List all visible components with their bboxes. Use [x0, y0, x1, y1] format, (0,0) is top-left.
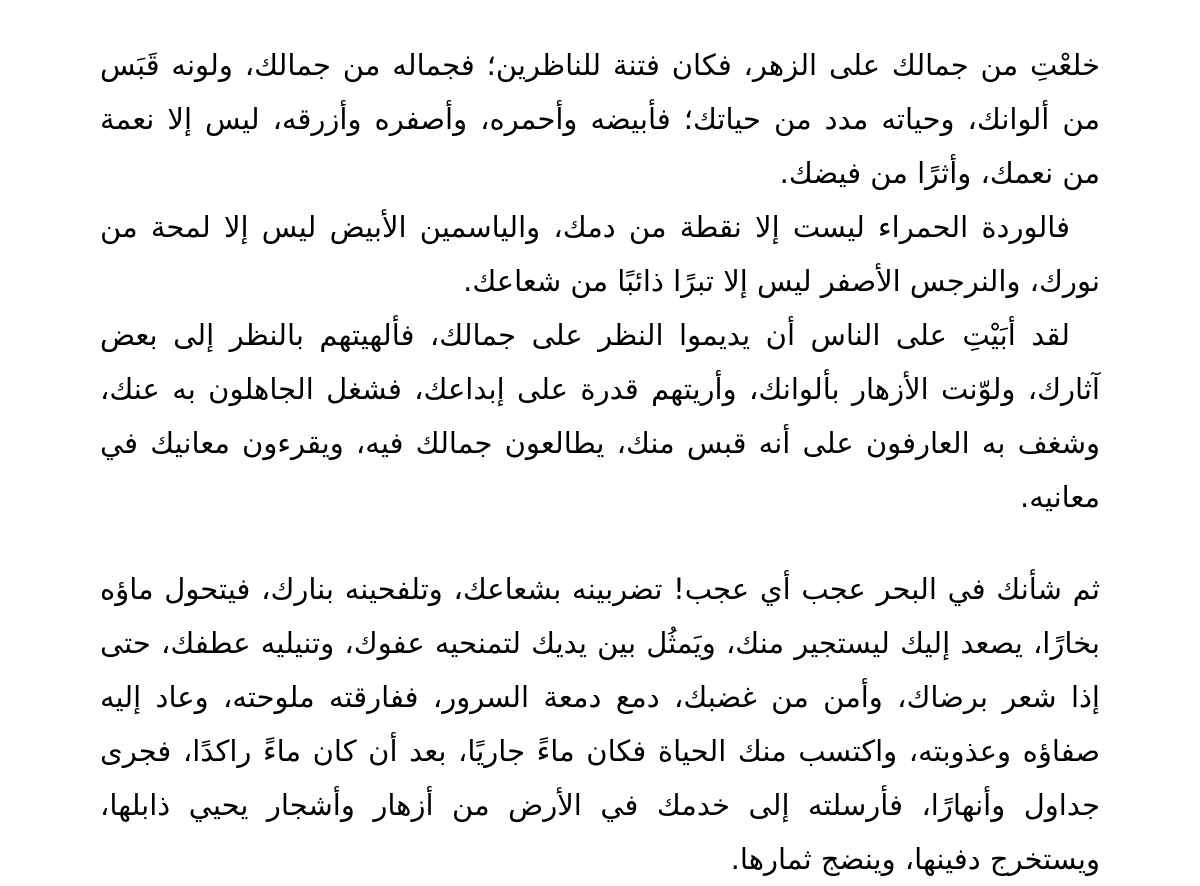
paragraph-4: ثم شأنك في البحر عجب أي عجب! تضربينه بشعاعك، وتلفحينه بنارك، فيتحول ماؤه بخارًا، يصعد إليك ليستجير منك، ويَمثُل بين يديك لتمنحيه عفوك، وتنيليه عطفك، حتى إذا شعر برضاك، وأمن من غضبك، دمع دمعة السرور، ففارقته ملوحته، وعاد إليه صفاؤه وعذوبته، واكتسب منك الحياة فكان ماءً جاريًا، بعد أن كان ماءً راكدًا، فجرى جداول وأنهارًا، فأرسلته إلى خدمك في الأرض من أزهار وأشجار يحيي ذابلها، ويستخرج دفينها، وينضج ثمارها.	[100, 572, 1100, 876]
paragraph-2: فالوردة الحمراء ليست إلا نقطة من دمك، والياسمين الأبيض ليس إلا لمحة من نورك، والنرجس الأصفر ليس إلا تبرًا ذائبًا من شعاعك.	[100, 210, 1100, 298]
paragraph-1: خلعْتِ من جمالك على الزهر، فكان فتنة للناظرين؛ فجماله من جمالك، ولونه قَبَس من ألوانك، وحياته مدد من حياتك؛ فأبيضه وأحمره، وأصفره وأزرقه، ليس إلا نعمة من نعمك، وأثرًا من فيضك.	[100, 48, 1100, 190]
paragraph-3: لقد أبَيْتِ على الناس أن يديموا النظر على جمالك، فألهيتهم بالنظر إلى بعض آثارك، ولوّنت الأزهار بألوانك، وأريتهم قدرة على إبداعك، فشغل الجاهلون به عنك، وشغف به العارفون على أنه قبس منك، يطالعون جمالك فيه، ويقرءون معانيك في معانيه.	[100, 318, 1100, 514]
paragraph-gap	[100, 524, 1100, 562]
